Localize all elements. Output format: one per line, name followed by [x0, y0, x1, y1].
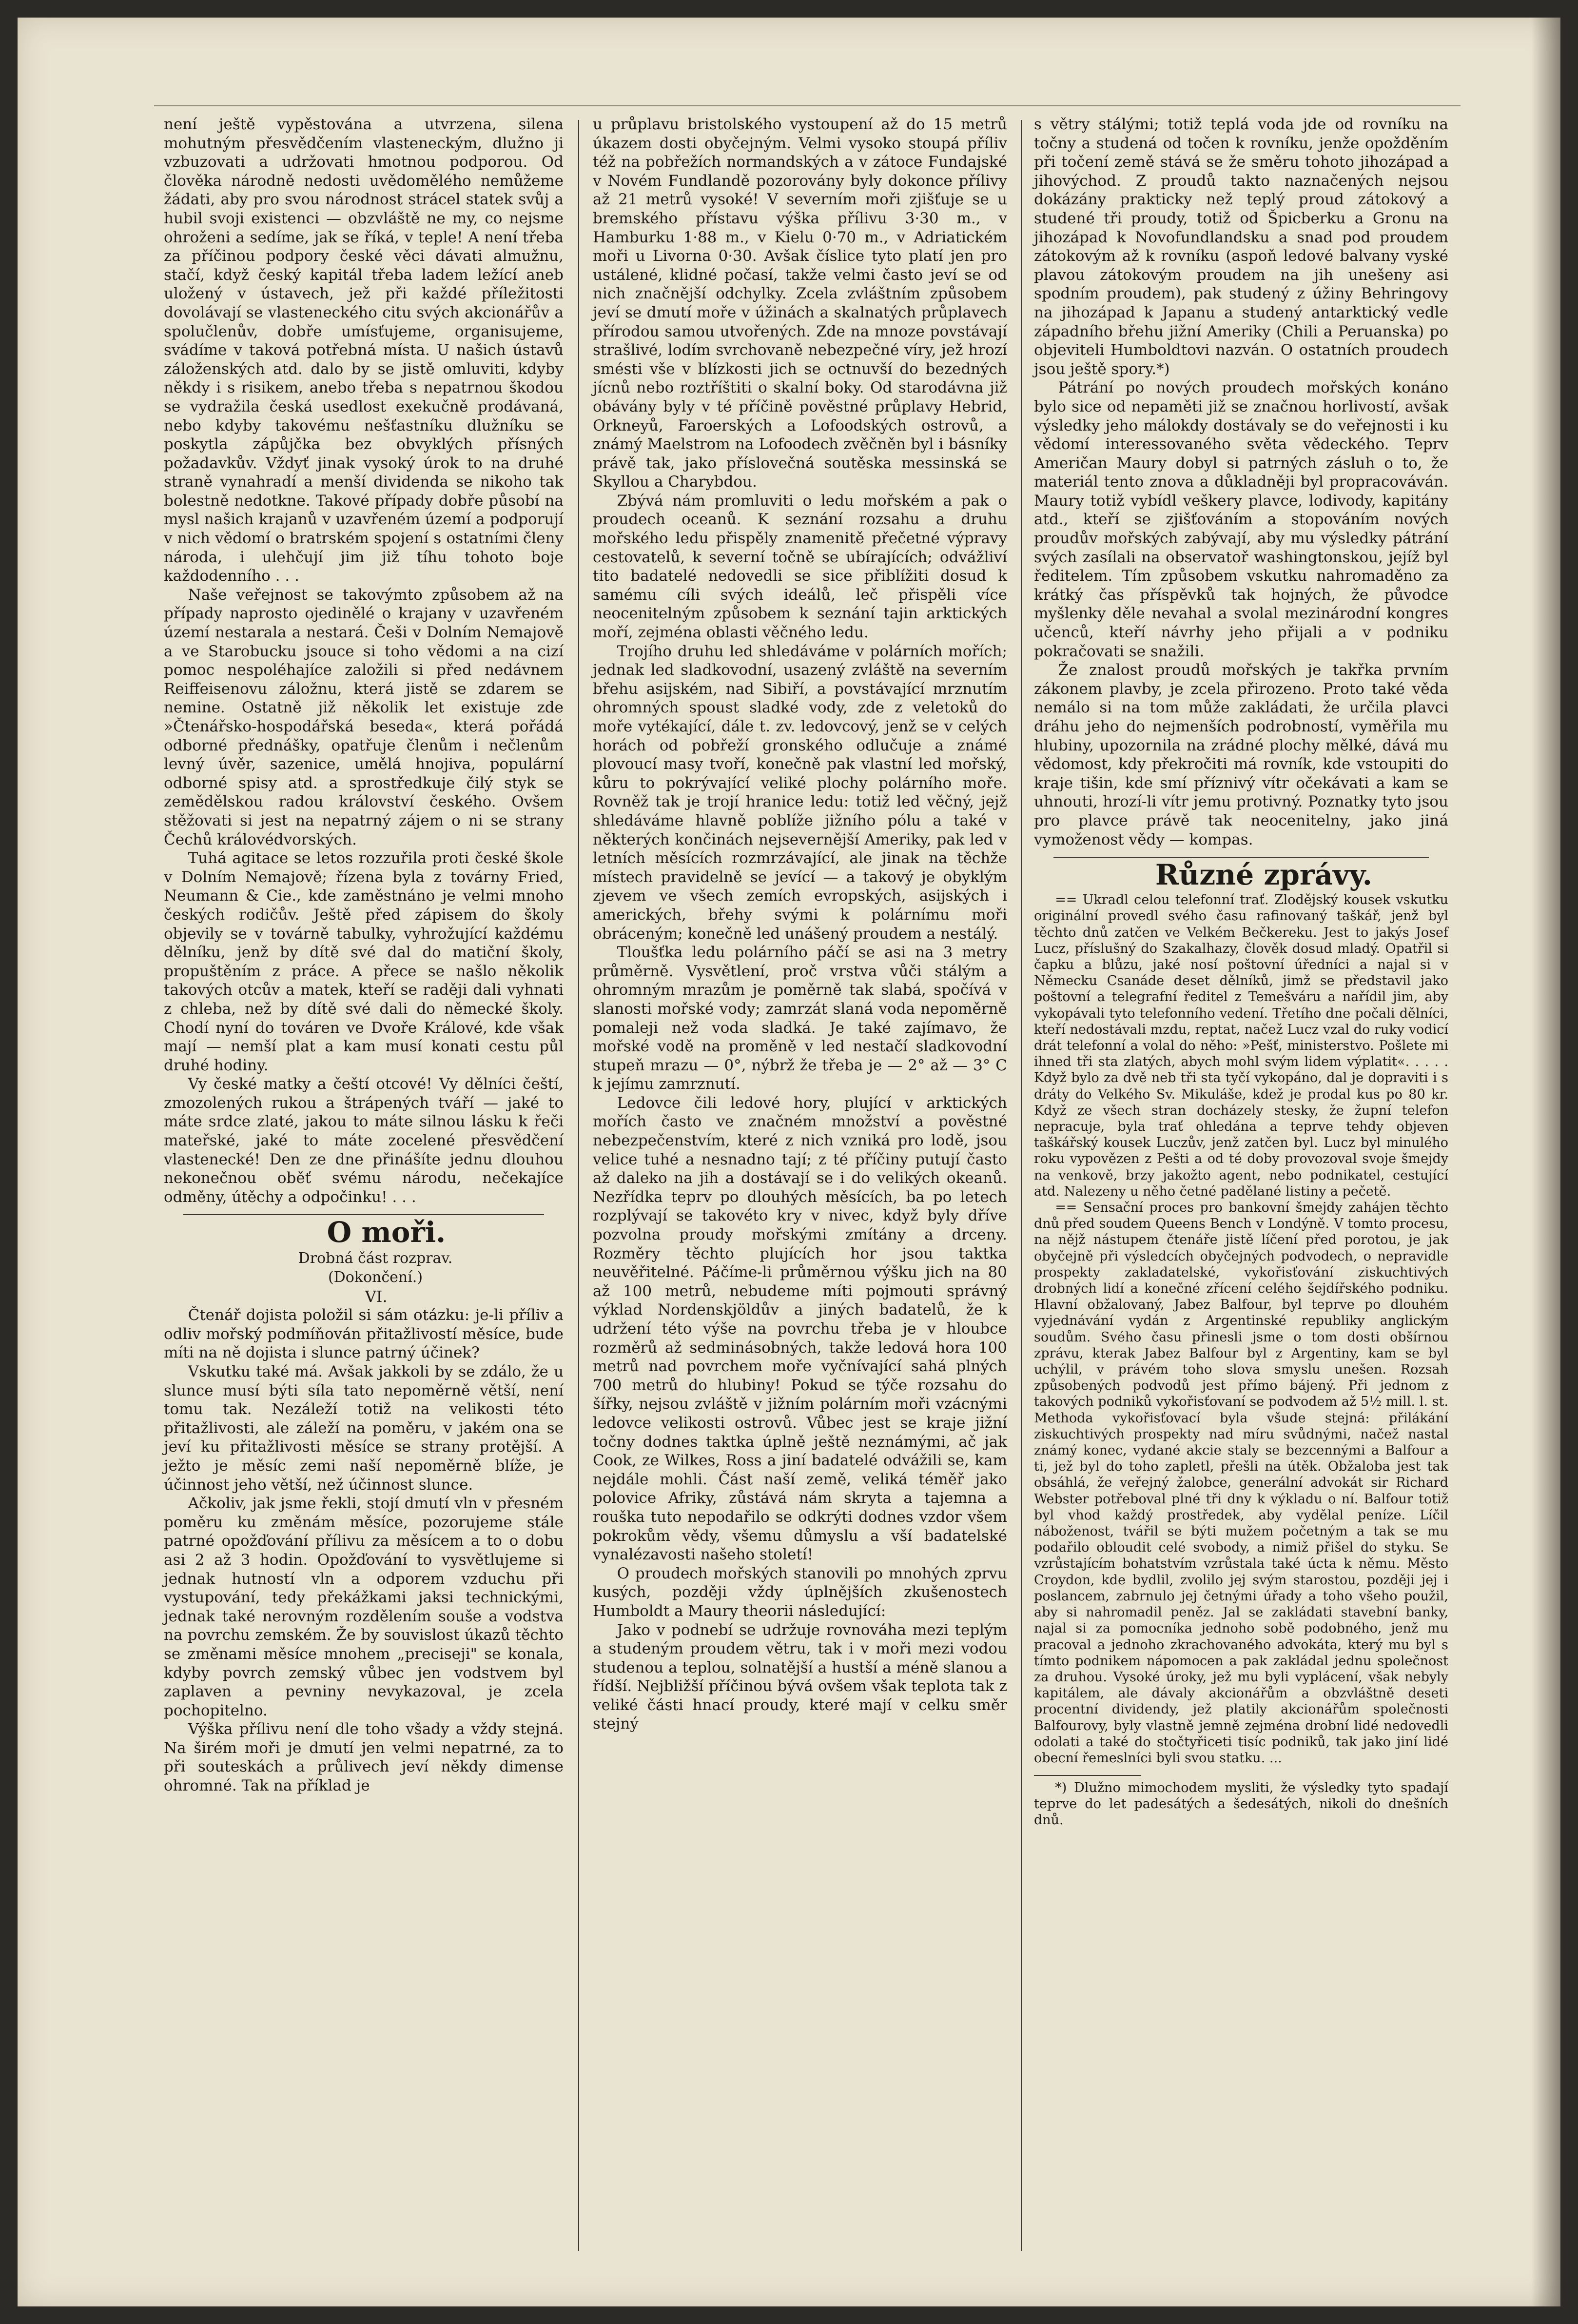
article-paragraph: Jako v podnebí se udržuje rovnováha mezi teplým a studeným proudem větru, tak i v moři mezi vodou studenou a teplou, solnatější a hustší a méně slanou a řídší. Nejbližší příčinou bývá ovšem však teplota tak z veliké části hnací proudy, které mají v celku směr stejný	[593, 1621, 1007, 1733]
article-paragraph: není ještě vypěstována a utvrzena, silena mohutným přesvědčením vlasteneckým, dlužno ji vzbuzovati a udržovati hmotnou podporou. Od člověka národně nedosti uvědomělého nemůžeme žádati, aby pro svou národnost strácel statek svůj a hubil svoji existenci — obzvláště ne my, co nejsme ohroženi a sedíme, jak se říká, v teple! A není třeba za příčinou podpory české věci dávati almužnu, stačí, když český kapitál třeba ladem ležící aneb uložený v ústavech, jež při každé příležitosti dovolávají se vlasteneckého citu svých akcionářův a spolučlenův, dobře umísťujeme, organisujeme, svádíme v taková potřebná místa. U našich ústavů záloženských atd. dalo by se jistě omluviti, kdyby někdy i s risikem, anebo třeba s nepatrnou škodou se vydražila česká usedlost exekučně prodávaná, nebo kdyby takovému nešťastníku dlužníku se poskytla zápůjčka bez obvyklých přísných požadavkův. Vždyť jinak vysoký úrok to na druhé straně vynahradí a menší dividenda se nikoho tak bolestně nedotkne. Takové případy dobře působí na mysl našich krajanů v uzavřeném území a podporují v nich vědomí o bratrském spojení s ostatními členy národa, i ulehčují jim již tíhu tohoto boje každodenního . . .	[164, 116, 564, 585]
news-item: == Ukradl celou telefonní trať. Zlodějský kousek vskutku originální provedl svého času rafinovaný taškář, jenž byl těchto dnů zatčen ve Velkém Bečkereku. Jest to jakýs Josef Lucz, příslušný do Szakalhazy, člověk dosud mladý. Opatřil si čapku a blůzu, jaké nosí poštovní úředníci a najal si v Německu Csanáde deset dělníků, jimž se představil jako poštovní a telegrafní ředitel z Temešváru a nařídil jim, aby vykopávali tyto telefonního vedení. Třetího dne počali dělníci, kteří nedostávali mzdu, reptat, načež Lucz vzal do ruky vodicí drát telefonní a volal do něho: »Pešť, ministerstvo. Pošlete mi ihned tři sta zlatých, abych mohl svým lidem výplatit«. . . . . Když bylo za dvě neb tři sta tyčí vykopáno, dal je dopraviti i s dráty do Velkého Sv. Mikuláše, kdež je prodal kus po 80 kr. Když ze všech stran docházely stesky, že župní telefon nepracuje, byla trať ohledána a teprve tehdy objeven taškářský kousek Luczův, jenž zatčen byl. Lucz byl minulého roku vypovězen z Pešti a od té doby provozoval svoje šmejdy na venkově, brzy jakožto agent, nebo podnikatel, cestující atd. Nalezeny u něho četné padělané listiny a pečetě.	[1034, 892, 1448, 1199]
section-subtitle: Drobná část rozprav.	[298, 1250, 453, 1267]
article-paragraph: Výška přílivu není dle toho všady a vždy stejná. Na širém moři je dmutí jen velmi nepatrné, za to při souteskách a průlivech jeví někdy dimense ohromné. Tak na příklad je	[164, 1720, 564, 1795]
article-paragraph: s větry stálými; totiž teplá voda jde od rovníku na točny a studená od točen k rovníku, jenže opožděním při točení země stává se že směru tohoto jihozápad a jihovýchod. Z proudů takto naznačených nejsou dokázány prakticky než teplý proud zátokový a studené tři proudy, totiž od Špicberku a Gronu na jihozápad k Novofundlandsku a snad pod proudem zátokovým až k rovníku (aspoň ledové balvany vyské plavou zátokovým proudem na jih unešeny asi spodním proudem), pak studený z úžiny Behringovy na jihozápad k Japanu a studený antarktický vedle západního břehu jižní Ameriky (Chili a Peruanska) po objeviteli Humboldtovi nazván. O ostatních proudech jsou ještě spory.*)	[1034, 116, 1448, 378]
article-paragraph: O proudech mořských stanovili po mnohých zprvu kusých, později vždy úplnějších zkušenostech Humboldt a Maury theorii následující:	[593, 1564, 1007, 1620]
column-3	[1034, 115, 1448, 1828]
article-paragraph: Naše veřejnost se takovýmto způsobem až na případy naprosto ojedinělé o krajany v uzavřeném území nestarala a nestará. Češi v Dolním Nemajově a ve Starobucku jsouce si toho vědomi a na cizí pomoc nespoléhajíce založili si před nedávnem Reiffeisenovu záložnu, která jistě se zdarem se nemine. Ostatně již několik let existuje zde »Čtenářsko-hospodářská beseda«, která pořádá odborné přednášky, opatřuje členům i nečlenům levný úvěr, sazenice, umělá hnojiva, populární odborné spisy atd. a sprostředkuje čilý styk se zemědělskou radou království českého. Ovšem stěžovati si jest na nepatrný zájem o ni se strany Čechů královédvorských.	[164, 586, 564, 848]
article-paragraph: Zbývá nám promluviti o ledu mořském a pak o proudech oceanů. K seznání rozsahu a druhu mořského ledu přispěly znamenitě přečetné výpravy cestovatelů, k severní točně se ubírajících; odvážliví tito badatelé nedovedli se sice přiblížiti dosud k samému cíli svých ideálů, leč přispěli více neocenitelným způsobem k seznání tajin arktických moří, zejména oblasti věčného ledu.	[593, 492, 1007, 642]
news-item: == Sensační proces pro bankovní šmejdy zahájen těchto dnů před soudem Queens Bench v Londýně. V tomto procesu, na nějž nástupem čtenáře jistě líčení před porotou, je jak obyčejně při výsledcích obyčejných podvodech, o nepravidle prospekty zakladatelské, vykořisťování ziskuchtivých drobných lidí a konečné zřícení celého šejdířského podniku. Hlavní obžalovaný, Jabez Balfour, byl teprve po dlouhém vyjednávání vydán z Argentinské republiky anglickým soudům. Svého času přinesli jsme o tom dosti obšírnou zprávu, kterak Jabez Balfour byl z Argentiny, kam se byl uchýlil, v právém toho slova smyslu unešen. Rozsah způsobených podvodů jest přímo bájený. Při jednom z takových podniků vykořisťovaní se podvodem až 5½ mill. l. st. Methoda vykořisťovací byla všude stejná: přilákání ziskuchtivých prospekty nad míru svůdnými, načež nastal známý konec, vydané akcie staly se bezcennými a Balfour a ti, jež byl do toho zapletl, přešli na útěk. Obžaloba jest tak obsáhlá, že veřejný žalobce, generální advokát sir Richard Webster potřeboval plné tři dny k výkladu o ní. Balfour totiž byl vhod každý prostředek, aby vydělal peníze. Líčil náboženost, tvářil se býti mužem početným a tak se mu podařilo obloudit celé svobody, a nimiž přišel do styku. Se vzrůstajícím bohatstvím vzrůstala také úcta k němu. Město Croydon, kde bydlil, zvolilo jej svým starostou, později jej i poslancem, zabrnulo jej četnými úřady a toho všeho použil, aby si nahromadil peněz. Jal se zakládati stavební banky, najal si za pomocníka jednoho sobě podobného, jenž mu pracoval a jednoho zkrachovaného advokáta, který mu byl s tímto podnikem nápomocen a pak zakládal jednu společnost za druhou. Vysoké úroky, jež mu byli vyplácení, však nebyly kapitálem, ale dávaly akcionářům a obzvláštně deseti procentní dividendy, jež platily akcionářům společnosti Balfourovy, byly vlastně jemně zejména drobní lidé nedovedli odolati a také do stočtyřiceti tisíc podniků, tak jako jiní lidé obecní řemeslníci byli svou statku. ...	[1034, 1200, 1448, 1766]
article-paragraph: Trojího druhu led shledáváme v polárních mořích; jednak led sladkovodní, usazený zvláště na severním břehu asijském, nad Sibiří, a povstávající mrznutím ohromných spoust sladké vody, zde z veletoků do moře vytékající, dále t. zv. ledovcový, jenž se v celých horách od pobřeží gronského odlučuje a známé plovoucí masy tvoří, konečně pak vlastní led mořský, kůru to pokrývající veliké plochy polárního moře. Rovněž tak je trojí hranice ledu: totiž led věčný, jejž shledáváme hlavně poblíže jižního pólu a také v některých končinách nejsevernější Ameriky, pak led v letních měsících rozmrzávající, ale jinak na těchže místech pravidelně se jevící — a takový je obyklým zjevem ve všech zemích evropských, asijských i amerických, břehy svými k polárnímu moři obráceným; konečně led unášený proudem a nestálý.	[593, 642, 1007, 943]
article-paragraph: Vskutku také má. Avšak jakkoli by se zdálo, že u slunce musí býti síla tato nepoměrně větší, není tomu tak. Nezáleží totiž na velikosti této přitažlivosti, ale záleží na poměru, v jakém ona se jeví ku přitažlivosti měsíce se strany protější. A ježto je měsíc zemi naší nepoměrně blíže, je účinnost jeho větší, než účinnost slunce.	[164, 1363, 564, 1494]
article-paragraph: Pátrání po nových proudech mořských konáno bylo sice od nepaměti již se značnou horlivostí, avšak výsledky jeho málokdy dostávaly se do veřejnosti i ku vědomí interessovaného světa vědeckého. Teprv Američan Maury dobyl si patrných zásluh o to, že materiál tento znova a důkladněji byl propracováván. Maury totiž vybídl veškery plavce, lodivody, kapitány atd., kteří se zjišťováním a stopováním nových proudův mořských zabývají, aby mu výsledky pátrání svých zasílali na observatoř washingtonskou, jejíž byl ředitelem. Tím způsobem vskutku nahromaděno za krátký čas příspěvků tak hojných, že původce myšlenky děle nevahal a svolal mezinárodní kongres učenců, kteří návrhy jeho přijali a v podniku pokračovati se snažili.	[1034, 379, 1448, 660]
article-paragraph: Tloušťka ledu polárního páčí se asi na 3 metry průměrně. Vysvětlení, proč vrstva vůči stálým a ohromným mrazům je poměrně tak slabá, spočívá v slanosti mořské vody; zamrzát slaná voda nepoměrně pomaleji než voda sladká. Je také zajímavo, že mořské vodě na proměně v led nestačí sladkovodní stupeň mrazu — 0°, nýbrž že třeba je — 2° až — 3° C k jejímu zamrznutí.	[593, 944, 1007, 1093]
article-paragraph: u průplavu bristolského vystoupení až do 15 metrů úkazem dosti obyčejným. Velmi vysoko stoupá příliv též na pobřežích normandských a v zátoce Fundajské v Novém Fundlandě pozorovány byly dokonce přílivy až 21 metrů vysoké! V severním moři zjišťuje se u bremského přístavu výška přílivu 3·30 m., v Hamburku 1·88 m., v Kielu 0·70 m., v Adriatickém moři u Livorna 0·30. Avšak číslice tyto platí jen pro ustálené, klidné počasí, takže velmi často jeví se od nich značnější odchylky. Zcela zvláštním způsobem jeví se dmutí moře v úžinách a skalnatých průplavech přírodou samou utvořených. Zde na mnoze povstávají strašlivé, lodím svrchovaně nebezpečné víry, jež hrozí smésti vše v blízkosti jich se octnuvší do bezedných jícnů nebo roztříštiti o skalní boky. Od starodávna již obávány byly v té příčině pověstné průplavy Hebrid, Orkneyů, Faroerských a Lofoodských ostrovů, a známý Maelstrom na Lofoodech zvěčněn byl i básníky právě tak, jako příslovečná soutěska messinská se Skyllou a Charybdou.	[593, 116, 1007, 491]
column-rule-left	[578, 120, 579, 2251]
column-1	[164, 115, 564, 1795]
article-paragraph: Že znalost proudů mořských je takřka prvním zákonem plavby, je zcela přirozeno. Proto také věda nemálo si na tom může zakládati, že určila plavci dráhu jeho do nejmenších podrobností, vyměřila mu hlubiny, upozornila na zrádné plochy mělké, dává mu vědomost, kdy překročiti má rovník, kde vstoupiti do kraje tišin, kde smí příznivý vítr očekávati a kam se uhnouti, hrozí-li vítr jemu protivný. Poznatky tyto jsou pro plavce právě tak neocenitelny, jako jiná vymoženost vědy — kompas.	[1034, 661, 1448, 848]
article-paragraph: Vy české matky a čeští otcové! Vy dělníci čeští, zmozolených rukou a štrápených tváří — jaké to máte srdce zlaté, jakou to máte silnou lásku k řeči mateřské, jaké to máte zocelené přesvědčení vlastenecké! Den ze dne přinášíte jednu dlouhou nekonečnou oběť svému národu, nečekajíce odměny, útěchy a odpočinku! . . .	[164, 1075, 564, 1206]
article-paragraph: Ledovce čili ledové hory, plující v arktických mořích často ve značném množství a pověstné nebezpečenstvím, které z nich vzniká pro lodě, jsou velice tuhé a nesnadno tají; z té příčiny putují často až daleko na jih a dostávají se i do velikých okeanů. Nezřídka teprv po dlouhých měsících, ba po letech rozplývají se takovéto kry v nivec, když byly dříve pozvolna proudy mořskými zmítány a drceny. Rozměry těchto plujících hor jsou taktka neuvěřitelné. Páčíme-li průměrnou výšku jich na 80 až 100 metrů, nebudeme míti pojmouti správný výklad Nordenskjöldův a jiných badatelů, že k udržení této výše na povrchu třeba je v hloubce rozměrů až sedminásobných, takže ledová hora 100 metrů nad povrchem moře vyčnívající sahá plných 700 metrů do hlubiny! Pokud se týče rozsahu do šířky, nejsou zvláště v jižním polárním moři vzácnými ledovce velikosti ostrovů. Vůbec jest se kraje jižní točny dodnes taktka úplně ještě neznámými, ač jak Cook, ze Wilkes, Ross a jiní badatelé odvážili se, kam nejdále mohli. Část naší země, veliká téměř jako polovice Afriky, zůstává nám skryta a tajemna a rouška tuto nepodařilo se odkrýti dodnes vzdor všem pokrokům vědy, všemu důmyslu a vší badatelské vynalézavosti našeho století!	[593, 1094, 1007, 1564]
newspaper-page	[18, 18, 1560, 2306]
footnote-divider	[1034, 1775, 1141, 1776]
section-note: (Dokončení.)	[328, 1269, 423, 1286]
column-2	[593, 115, 1007, 1733]
footnote: *) Dlužno mimochodem mysliti, že výsledky tyto spadají teprve do let padesátých a šedesátých, nikoli do dnešních dnů.	[1034, 1780, 1448, 1828]
top-rule	[154, 105, 1461, 106]
article-paragraph: Tuhá agitace se letos rozzuřila proti české škole v Dolním Nemajově; řízena byla z továrny Fried, Neumann & Cie., kde zaměstnáno je velmi mnoho českých rodičův. Ještě před zápisem do školy objevily se v továrně tabulky, vyhrožující každému dělníku, jenž by dítě své dal do matiční školy, propuštěním z práce. A přece se našlo několik takových otcův a matek, kteří se raději dali vyhnati z chleba, než by dítě své dali do německé školy. Chodí nyní do továren ve Dvoře Králové, kde však mají — nemší plat a kam musí konati cestu půl druhé hodiny.	[164, 849, 564, 1074]
section-number: VI.	[365, 1287, 388, 1306]
news-section	[1034, 892, 1448, 1766]
section-title: O moři.	[327, 1216, 446, 1249]
article-paragraph: Ačkoliv, jak jsme řekli, stojí dmutí vln v přesném poměru ku změnám měsíce, pozorujeme stále patrné opožďování přílivu za měsícem a to o dobu asi 2 až 3 hodin. Opožďování to vysvětlujeme si jednak hutností vln a odporem vzduchu při vystupování, tedy překážkami jaksi technickými, jednak také nerovným rozdělením souše a vodstva na povrchu zemském. Že by souvislost úkazů těchto se změnami měsíce mnohem „preciseji" se konala, kdyby povrch zemský vůbec jen vodstvem byl zaplaven a pevniny nevykazoval, je zcela pochopitelno.	[164, 1495, 564, 1719]
column-rule-right	[1021, 120, 1022, 2251]
news-title: Různé zprávy.	[1155, 858, 1372, 892]
page-binding-shadow	[1531, 18, 1560, 2306]
article-paragraph: Čtenář dojista položil si sám otázku: je-li příliv a odliv mořský podmíňován přitažlivostí měsíce, bude míti na ně dojista i slunce patrný účinek?	[164, 1306, 564, 1362]
